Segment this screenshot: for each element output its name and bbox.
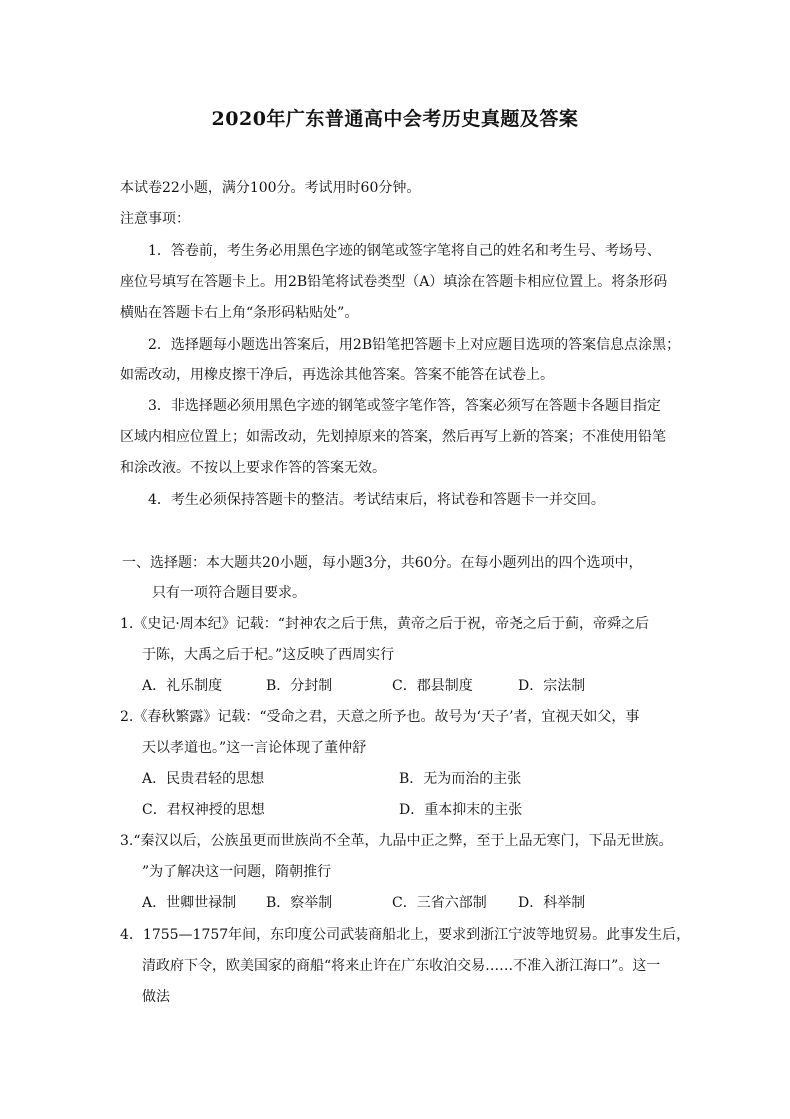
section-heading: 一、选择题：本大题共20小题，每小题3分，共60分。在每小题列出的四个选项中，	[122, 555, 643, 571]
question-4-line-3: 做法	[142, 989, 170, 1005]
question-2-line-1: 2.《春秋繁露》记载：“受命之君，天意之所予也。故号为‘天子’者，宜视天如父，事	[120, 709, 640, 725]
notice-1-line-3: 横贴在答题卡右上角“条形码粘贴处”。	[120, 305, 359, 321]
exam-intro: 本试卷22小题，满分100分。考试用时60分钟。	[120, 180, 421, 196]
question-3-option-b: B．察举制	[266, 895, 333, 911]
question-4-line-1: 4．1755—1757年间，东印度公司武装商船北上，要求到浙江宁波等地贸易。此事发生后，	[120, 927, 691, 943]
question-1-option-b: B．分封制	[266, 678, 333, 694]
question-3-option-c: C．三省六部制	[392, 895, 487, 911]
question-3-option-a: A．世卿世禄制	[142, 895, 237, 911]
question-1-option-a: A．礼乐制度	[142, 678, 223, 694]
question-1-line-2: 于陈，大禹之后于杞。”这反映了西周实行	[142, 647, 395, 663]
question-4-line-2: 清政府下令，欧美国家的商船“将来止许在广东收泊交易……不准入浙江海口”。这一	[142, 958, 661, 974]
question-2-option-a: A．民贵君轻的思想	[142, 771, 265, 787]
notice-2-line-1: 2．选择题每小题选出答案后，用2B铅笔把答题卡上对应题目选项的答案信息点涂黑；	[148, 337, 681, 353]
question-2-line-2: 天以孝道也。”这一言论体现了董仲舒	[142, 740, 367, 756]
notice-2-line-2: 如需改动，用橡皮擦干净后，再选涂其他答案。答案不能答在试卷上。	[120, 367, 554, 383]
question-2-option-d: D．重本抑末的主张	[399, 802, 523, 818]
page-title: 2020年广东普通高中会考历史真题及答案	[211, 108, 579, 130]
notice-3-line-3: 和涂改液。不按以上要求作答的答案无效。	[120, 460, 386, 476]
notice-4-line-1: 4．考生必须保持答题卡的整洁。考试结束后，将试卷和答题卡一并交回。	[148, 492, 605, 508]
notice-1-line-1: 1．答卷前，考生务必用黑色字迹的钢笔或签字笔将自己的姓名和考生号、考场号、	[148, 243, 661, 259]
question-3-line-2: ”为了解决这一问题，隋朝推行	[142, 864, 332, 880]
section-heading-cont: 只有一项符合题目要求。	[152, 585, 306, 601]
question-2-option-b: B．无为而治的主张	[399, 771, 522, 787]
notice-1-line-2: 座位号填写在答题卡上。用2B铅笔将试卷类型（A）填涂在答题卡相应位置上。将条形码	[120, 274, 668, 290]
question-1-option-c: C．郡县制度	[392, 678, 473, 694]
question-3-line-1: 3.“秦汉以后，公族虽更而世族尚不全革，九品中正之弊，至于上品无寒门，下品无世族。	[120, 833, 673, 849]
notice-heading: 注意事项：	[120, 211, 190, 227]
notice-3-line-1: 3．非选择题必须用黑色字迹的钢笔或签字笔作答，答案必须写在答题卡各题目指定	[148, 398, 661, 414]
question-3-option-d: D．科举制	[518, 895, 586, 911]
question-1-option-d: D．宗法制	[518, 678, 586, 694]
notice-3-line-2: 区域内相应位置上；如需改动，先划掉原来的答案，然后再写上新的答案；不准使用铅笔	[120, 429, 666, 445]
question-1-line-1: 1.《史记·周本纪》记载：“封神农之后于焦，黄帝之后于祝，帝尧之后于蓟，帝舜之后	[120, 616, 649, 632]
question-2-option-c: C．君权神授的思想	[142, 802, 265, 818]
